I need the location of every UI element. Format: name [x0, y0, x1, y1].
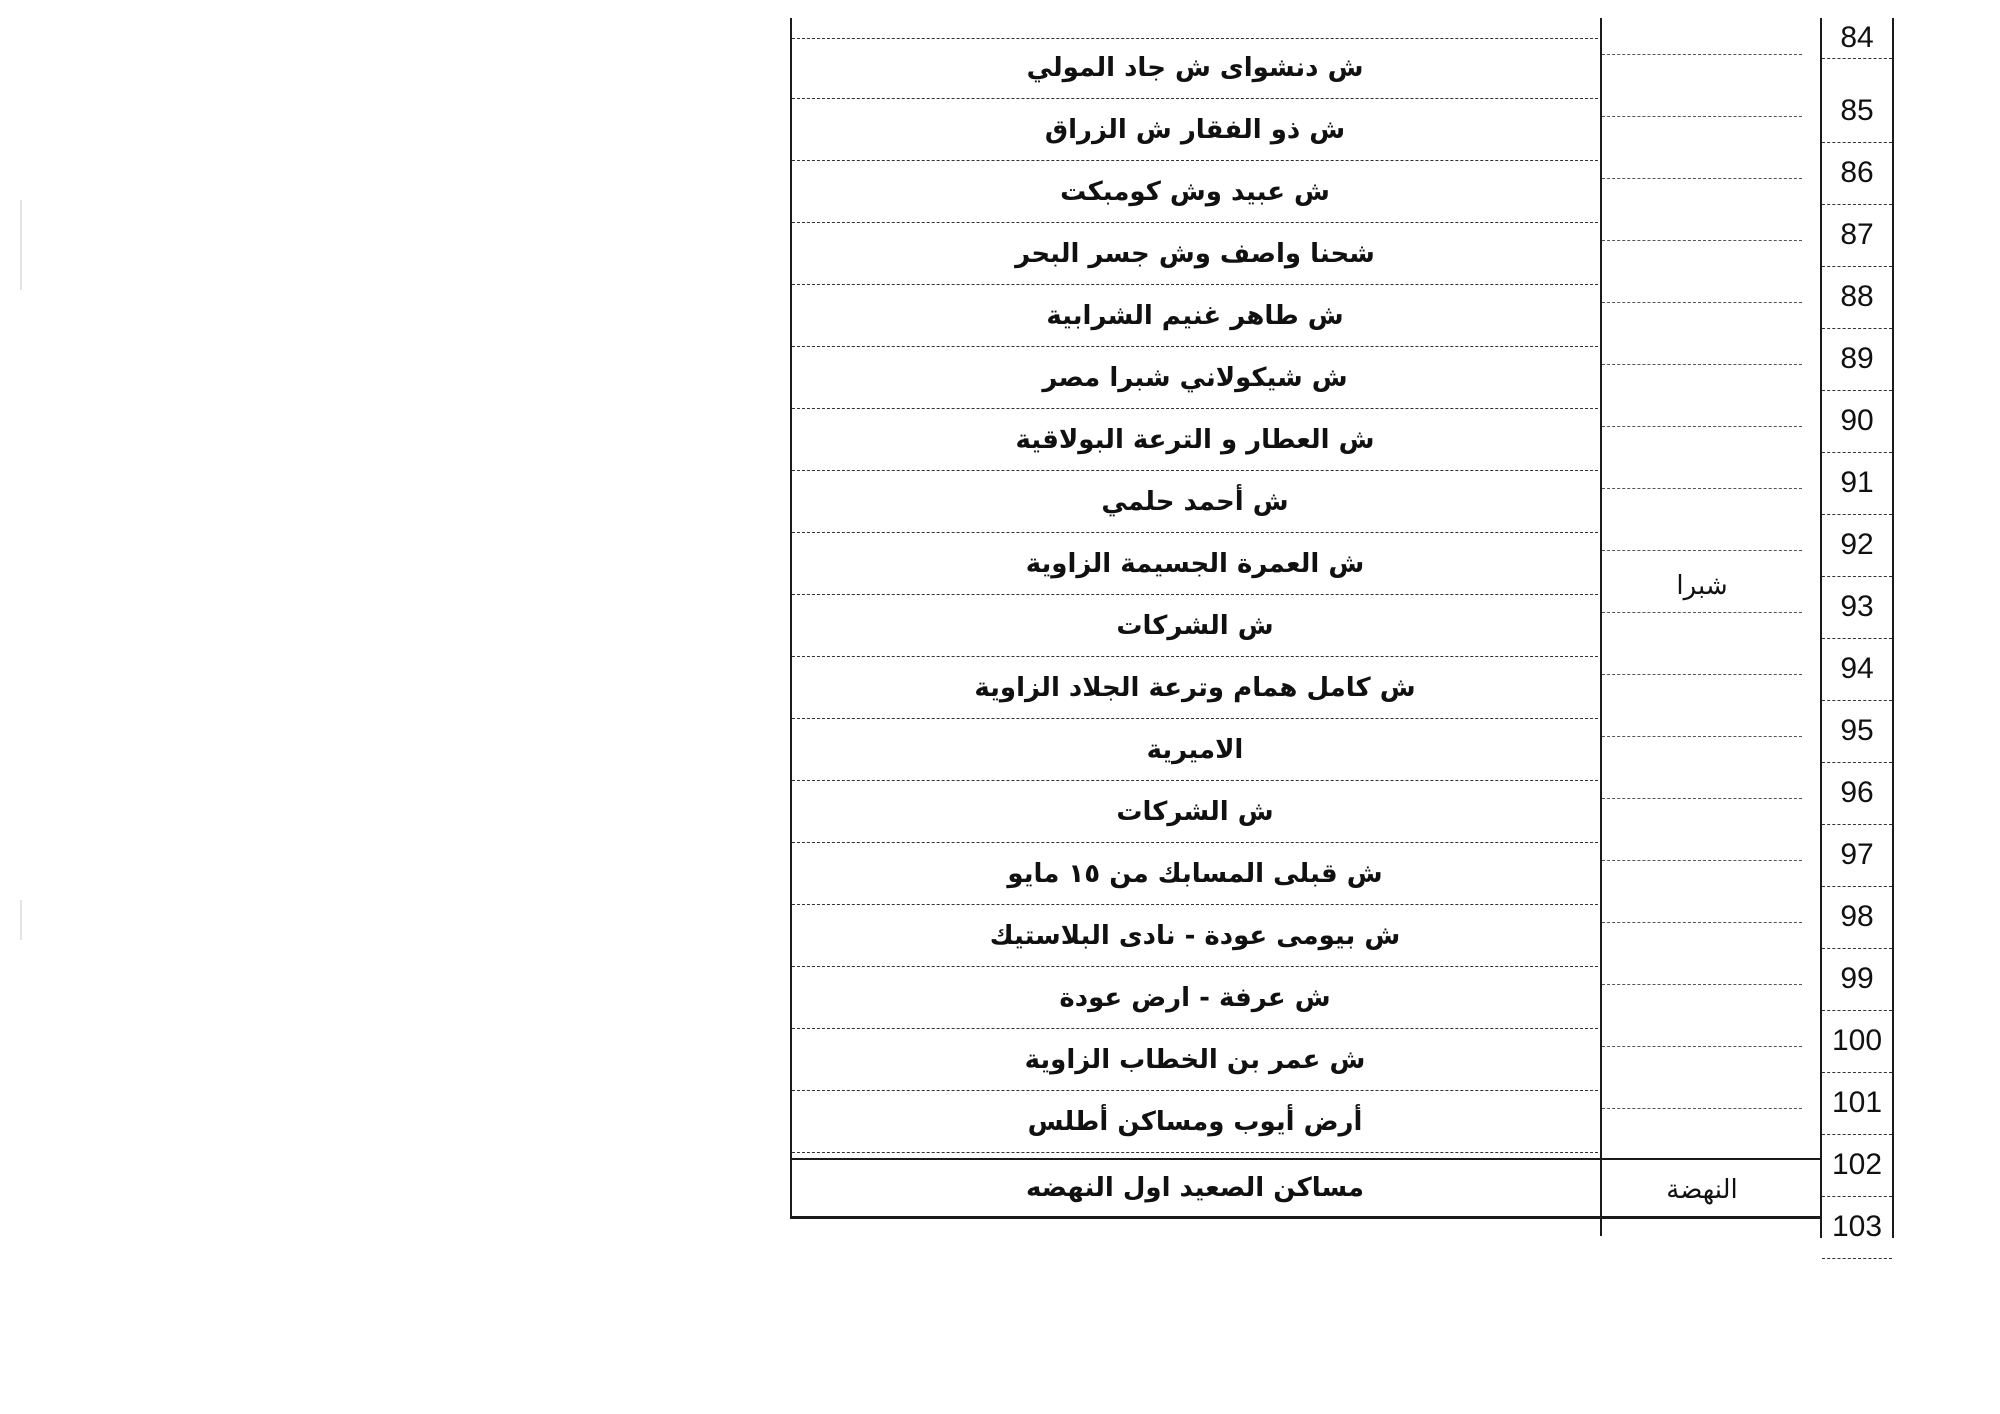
street-name: أرض أيوب ومساكن أطلس: [792, 1092, 1598, 1153]
column-border: [1892, 18, 1894, 1238]
table-border: [790, 1216, 1820, 1219]
row-guide: [1602, 426, 1802, 427]
row-guide: [1602, 240, 1802, 241]
street-name: ش الشركات: [792, 782, 1598, 843]
street-name: ش أحمد حلمي: [792, 472, 1598, 533]
street-name: ش طاهر غنيم الشرابية: [792, 286, 1598, 347]
row-number: 97: [1822, 824, 1892, 887]
row-number: 84: [1822, 18, 1892, 59]
row-guide: [1602, 860, 1802, 861]
row-number: 94: [1822, 638, 1892, 701]
row-number-column: [1820, 18, 1892, 1243]
row-number: 93: [1822, 576, 1892, 639]
row-guide: [1602, 612, 1802, 613]
row-guide: [1602, 54, 1802, 55]
row-guide: [1602, 736, 1802, 737]
row-guide: [1602, 984, 1802, 985]
street-name: ش قبلى المسابك من ١٥ مايو: [792, 844, 1598, 905]
row-number: 95: [1822, 700, 1892, 763]
row-guide: [1602, 550, 1802, 551]
street-name: ش عرفة - ارض عودة: [792, 968, 1598, 1029]
row-guide: [1602, 364, 1802, 365]
row-number: 103: [1822, 1196, 1892, 1259]
street-name: شحنا واصف وش جسر البحر: [792, 224, 1598, 285]
row-number: 99: [1822, 948, 1892, 1011]
scan-artifact: [20, 200, 22, 290]
row-guide: [1602, 674, 1802, 675]
row-number: 100: [1822, 1010, 1892, 1073]
row-number: 86: [1822, 142, 1892, 205]
table-border: [1600, 18, 1602, 1236]
row-number: 98: [1822, 886, 1892, 949]
row-guide: [1602, 922, 1802, 923]
street-name: ش عبيد وش كومبكت: [792, 162, 1598, 223]
street-name: ش كامل همام وترعة الجلاد الزاوية: [792, 658, 1598, 719]
street-name: ش دنشواى ش جاد المولي: [792, 38, 1598, 99]
row-guide: [1602, 1046, 1802, 1047]
row-number: 101: [1822, 1072, 1892, 1135]
scan-artifact: [20, 900, 22, 940]
row-guide: [1602, 116, 1802, 117]
street-name: مساكن الصعيد اول النهضه: [1025, 1173, 1365, 1203]
street-name: ش الشركات: [792, 596, 1598, 657]
row-guide: [1602, 488, 1802, 489]
area-label-shubra: شبرا: [1676, 571, 1728, 601]
row-guide: [1602, 798, 1802, 799]
row-number: 88: [1822, 266, 1892, 329]
street-name: ش شيكولاني شبرا مصر: [792, 348, 1598, 409]
area-label-nahda: النهضة: [1666, 1175, 1738, 1205]
row-guide: [1602, 302, 1802, 303]
row-number: 102: [1822, 1134, 1892, 1197]
row-number: 90: [1822, 390, 1892, 453]
street-name: [792, 18, 1598, 39]
row-number: 92: [1822, 514, 1892, 577]
row-guide: [1602, 1108, 1802, 1109]
row-number: 89: [1822, 328, 1892, 391]
street-name: ش ذو الفقار ش الزراق: [792, 100, 1598, 161]
row-number: 85: [1822, 80, 1892, 143]
street-name: ش العمرة الجسيمة الزاوية: [792, 534, 1598, 595]
street-name: ش العطار و الترعة البولاقية: [792, 410, 1598, 471]
row-guide: [1602, 178, 1802, 179]
street-name: ش عمر بن الخطاب الزاوية: [792, 1030, 1598, 1091]
streets-table: [790, 18, 1820, 1218]
street-name: الاميرية: [792, 720, 1598, 781]
street-name: ش بيومى عودة - نادى البلاستيك: [792, 906, 1598, 967]
row-number: 96: [1822, 762, 1892, 825]
row-number: 87: [1822, 204, 1892, 267]
row-number: 91: [1822, 452, 1892, 515]
